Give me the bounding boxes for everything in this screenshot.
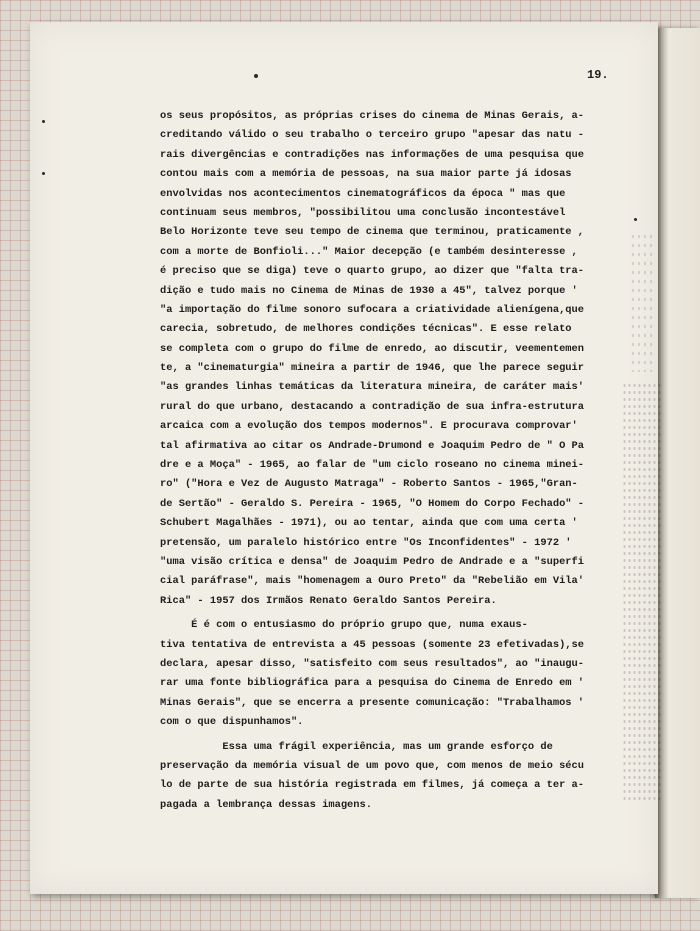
text-line: Belo Horizonte teve seu tempo de cinema que terminou, praticamente ,	[160, 226, 585, 239]
text-line: tiva tentativa de entrevista a 45 pessoas (somente 23 efetivadas),se	[160, 638, 585, 651]
text-line: dre e a Moça" - 1965, ao falar de "um ciclo roseano no cinema minei-	[160, 459, 585, 472]
text-line: com o que dispunhamos".	[160, 716, 304, 729]
body-text	[160, 107, 655, 815]
ink-spot	[254, 74, 258, 78]
text-line: de Sertão" - Geraldo S. Pereira - 1965, "O Homem do Corpo Fechado" -	[160, 497, 585, 510]
text-line: "a importação do filme sonoro sufocara a criatividade alienígena,que	[160, 303, 585, 316]
text-line: com a morte de Bonfioli..." Maior decepção (e também desinteresse ,	[160, 245, 578, 258]
text-line: arcaica com a evolução dos tempos modernos". E procurava comprovar'	[160, 420, 578, 433]
text-line: cial paráfrase", mais "homenagem a Ouro Preto" da "Rebelião em Vila'	[160, 575, 585, 588]
text-line: rural do que urbano, destacando a contradição de sua infra-estrutura	[160, 400, 585, 413]
text-line: te, a "cinematurgia" mineira a partir de 1946, que lhe parece seguir	[160, 362, 585, 375]
text-line: Schubert Magalhães - 1971), ou ao tentar, ainda que com uma certa '	[160, 517, 578, 530]
text-line: lo de parte de sua história registrada em filmes, já começa a ter a-	[160, 779, 585, 792]
ink-spot	[42, 120, 45, 123]
text-line: rar uma fonte bibliográfica para a pesquisa do Cinema de Enredo em '	[160, 677, 585, 690]
text-line: tal afirmativa ao citar os Andrade-Drumond e Joaquim Pedro de " O Pa	[160, 439, 585, 452]
text-line: carecia, sobretudo, de melhores condições técnicas". E esse relato	[160, 323, 572, 336]
text-line: pagada a lembrança dessas imagens.	[160, 798, 373, 811]
text-line: Minas Gerais", que se encerra a presente comunicação: "Trabalhamos '	[160, 696, 585, 709]
paragraph-2	[160, 616, 655, 732]
text-line: é preciso que se diga) teve o quarto grupo, ao dizer que "falta tra-	[160, 265, 585, 278]
document-page	[30, 22, 658, 894]
ink-spot	[42, 172, 45, 175]
page-number: 19.	[587, 68, 609, 82]
text-line: ro" ("Hora e Vez de Augusto Matraga" - Roberto Santos - 1965,"Gran-	[160, 478, 578, 491]
text-line: preservação da memória visual de um povo que, com menos de meio sécu	[160, 759, 585, 772]
text-line: rais divergências e contradições nas informações de uma pesquisa que	[160, 148, 585, 161]
paragraph-3	[160, 738, 655, 816]
text-line: pretensão, um paralelo histórico entre "Os Inconfidentes" - 1972 '	[160, 536, 572, 549]
text-line: declara, apesar disso, "satisfeito com seus resultados", ao "inaugu-	[160, 657, 585, 670]
text-line: os seus propósitos, as próprias crises do cinema de Minas Gerais, a-	[160, 110, 585, 122]
text-line: "uma visão crítica e densa" de Joaquim Pedro de Andrade e a "superfi	[160, 555, 585, 568]
text-line: se completa com o grupo do filme de enredo, ao discutir, veementemen	[160, 342, 585, 355]
text-line: Rica" - 1957 dos Irmãos Renato Geraldo Santos Pereira.	[160, 594, 497, 607]
text-line: continuam seus membros, "possibilitou uma conclusão incontestável	[160, 206, 566, 219]
text-line: contou mais com a memória de pessoas, na sua maior parte já idosas	[160, 168, 572, 181]
text-line: Essa uma frágil experiência, mas um grande esforço de	[160, 740, 553, 753]
text-line: dição e tudo mais no Cinema de Minas de 1930 a 45", talvez porque '	[160, 284, 578, 297]
paragraph-1	[160, 107, 655, 611]
text-line: É é com o entusiasmo do próprio grupo que, numa exaus-	[160, 619, 528, 632]
text-line: envolvidas nos acontecimentos cinematográficos da época " mas que	[160, 187, 566, 200]
text-line: "as grandes linhas temáticas da literatura mineira, de caráter mais'	[160, 381, 585, 394]
text-line: creditando válido o seu trabalho o terceiro grupo "apesar das natu -	[160, 129, 585, 142]
